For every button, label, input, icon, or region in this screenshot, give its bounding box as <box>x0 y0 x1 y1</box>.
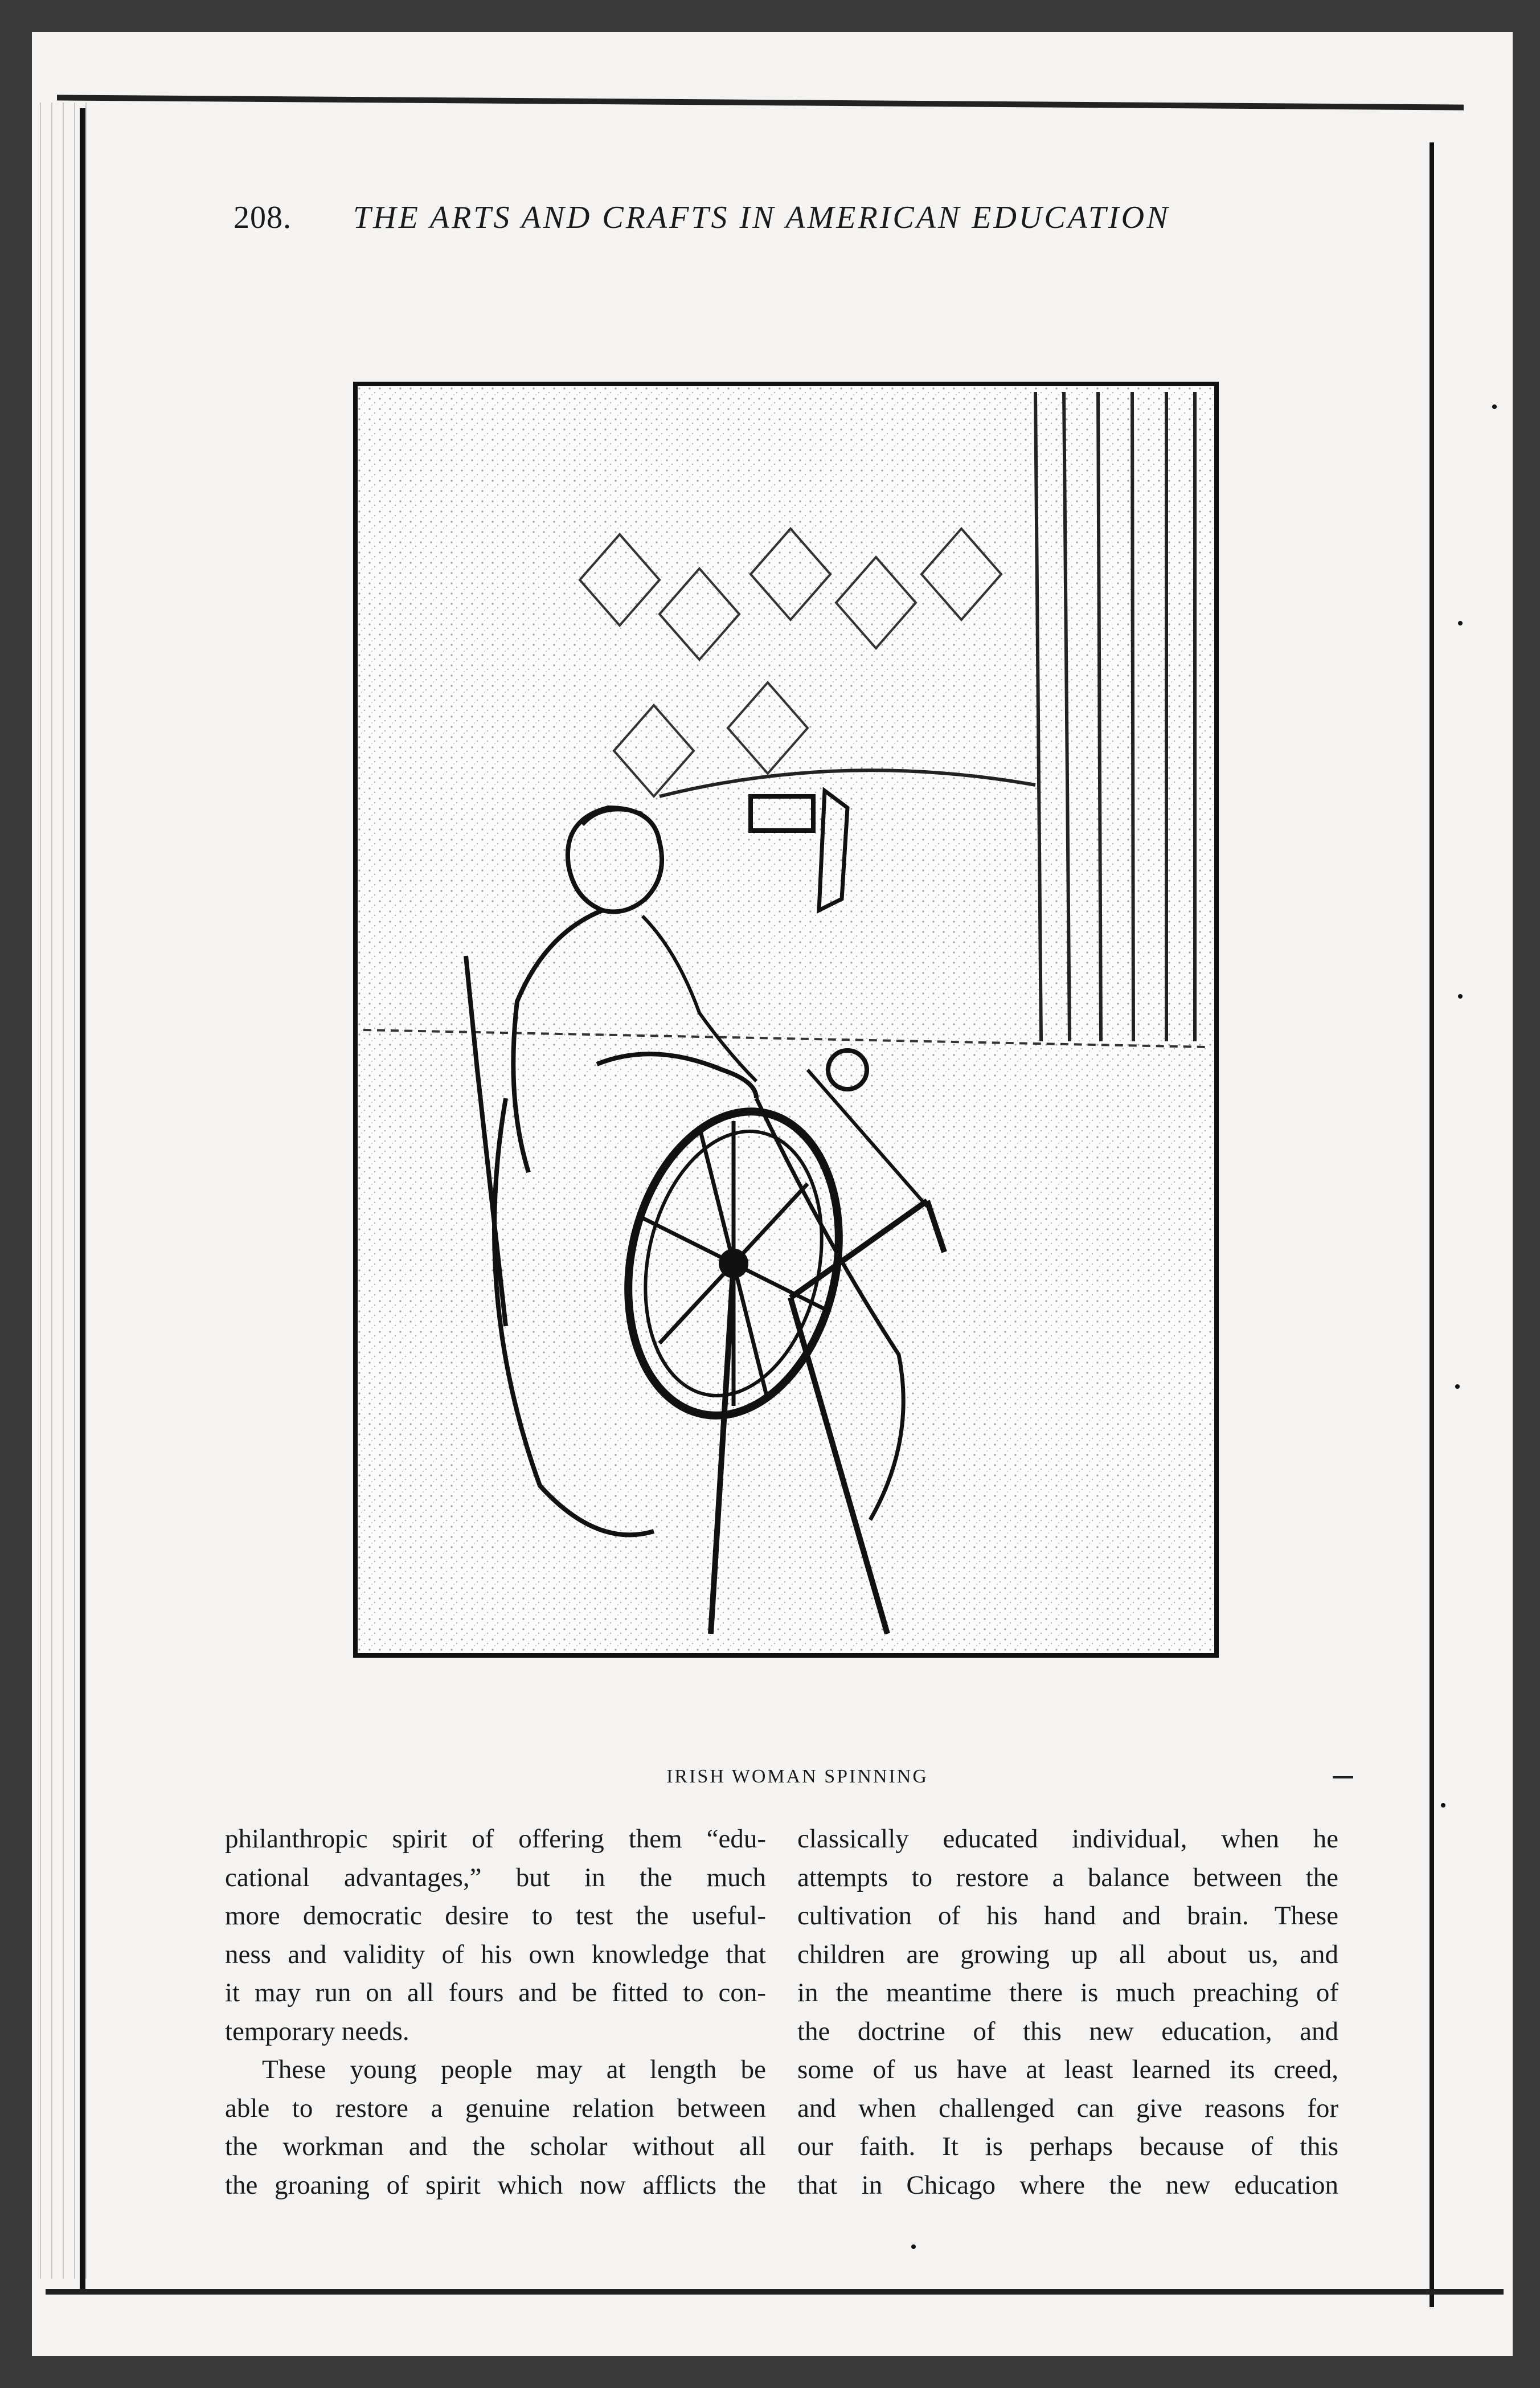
text-line: cultivation of his hand and brain. These <box>797 1901 1338 1931</box>
text-line: the workman and the scholar without all <box>225 2132 766 2161</box>
scan-speck <box>911 2244 916 2249</box>
text-line: These young people may at length be <box>262 2055 766 2084</box>
page-border-bottom <box>46 2289 1504 2295</box>
page-number: 208. <box>234 200 292 235</box>
text-line: more democratic desire to test the useful- <box>225 1901 766 1931</box>
left-column <box>225 1820 766 2205</box>
text-line: classically educated individual, when he <box>797 1824 1338 1854</box>
text-line: attempts to restore a balance between the <box>797 1862 1338 1892</box>
photo-plate <box>353 382 1219 1658</box>
spinning-woman-illustration <box>358 386 1214 1653</box>
right-column <box>797 1820 1338 2205</box>
scan-speck <box>1458 621 1463 625</box>
text-line: children are growing up all about us, and <box>797 1939 1338 1969</box>
scan-speck <box>1492 404 1497 409</box>
text-line: in the meantime there is much preaching of <box>797 1978 1338 2007</box>
text-line: that in Chicago where the new education <box>797 2170 1338 2200</box>
text-line: and when challenged can give reasons for <box>797 2093 1338 2123</box>
book-spine-edge <box>34 103 97 2279</box>
page-border-left <box>80 108 85 2290</box>
page-border-right <box>1430 142 1434 2307</box>
text-line: ness and validity of his own knowledge that <box>225 1939 766 1969</box>
scan-speck <box>1458 994 1463 999</box>
text-line: the groaning of spirit which now afflicts the <box>225 2170 766 2200</box>
text-line: temporary needs. <box>225 2016 409 2046</box>
text-line: cational advantages,” but in the much <box>225 1862 766 1892</box>
running-header <box>234 199 1259 251</box>
caption-dash <box>1333 1776 1353 1778</box>
text-line: some of us have at least learned its creed, <box>797 2055 1338 2084</box>
text-line: it may run on all fours and be fitted to con- <box>225 1978 766 2007</box>
plate-texture <box>358 386 1214 1653</box>
figure-caption: IRISH WOMAN SPINNING <box>666 1766 928 1787</box>
scan-speck <box>1441 1803 1445 1808</box>
text-line: philanthropic spirit of offering them “edu- <box>225 1824 766 1854</box>
text-line: the doctrine of this new education, and <box>797 2016 1338 2046</box>
scan-speck <box>1455 1384 1460 1389</box>
text-line: our faith. It is perhaps because of this <box>797 2132 1338 2161</box>
running-title: THE ARTS AND CRAFTS IN AMERICAN EDUCATION <box>353 200 1170 235</box>
text-line: able to restore a genuine relation between <box>225 2093 766 2123</box>
